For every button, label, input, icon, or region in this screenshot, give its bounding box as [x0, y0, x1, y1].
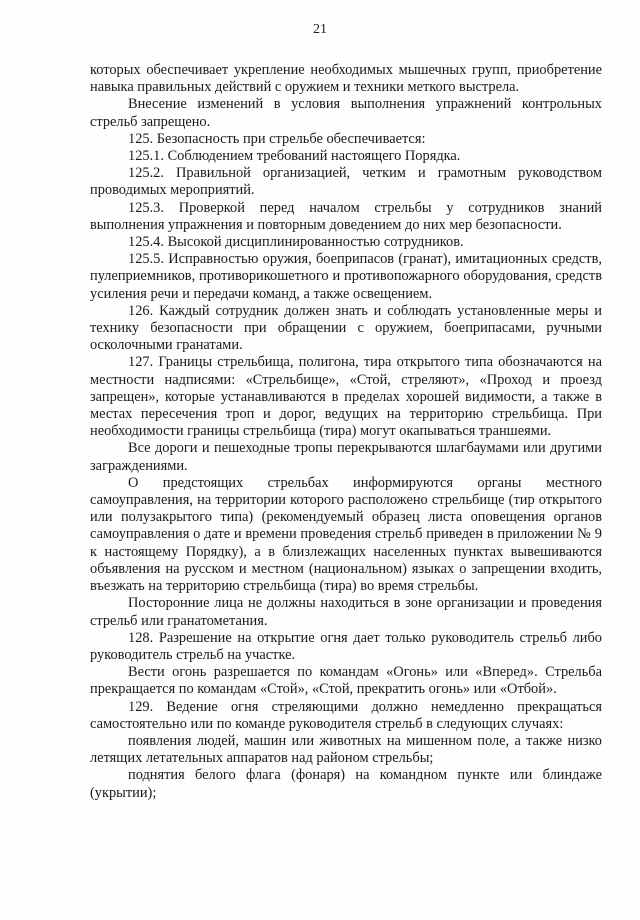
paragraph-129: 129. Ведение огня стреляющими должно немедленно прекращаться самостоятельно или по команде руководителя стрельб в следующих случаях: — [90, 698, 602, 732]
paragraph-fire-commands: Вести огонь разрешается по командам «Огонь» или «Вперед». Стрельба прекращается по командам «Стой», «Стой, прекратить огонь» или «Отбой». — [90, 664, 602, 698]
paragraph-125: 125. Безопасность при стрельбе обеспечивается: — [128, 130, 426, 147]
paragraph-127: 127. Границы стрельбища, полигона, тира открытого типа обозначаются на местности надписями: «Стрельбище», «Стой, стреляют», «Проход и проезд запрещен», которые устанавливаются в пределах хорошей видимости, а также в местах пересечения троп и дорог, ведущих на территорию стрельбища. При необходимости границы стрельбища (тира) могут окапываться траншеями. — [90, 354, 602, 440]
document-body — [90, 62, 602, 802]
paragraph-changes-prohibited: Внесение изменений в условия выполнения упражнений контрольных стрельб запрещено. — [90, 96, 602, 130]
page-number: 21 — [313, 22, 327, 37]
paragraph-local-authorities: О предстоящих стрельбах информируются органы местного самоуправления, на территории которого расположено стрельбище (тир открытого или полузакрытого типа) (рекомендуемый образец листа оповещения органов самоуправления о дате и времени проведения стрельб приведен в приложении № 9 к настоящему Порядку), а в близлежащих населенных пунктах вывешиваются объявления на русском и местном (национальном) языках о запрещении входить, въезжать на территорию стрельбища (тира) во время стрельбы. — [90, 474, 602, 595]
paragraph-128: 128. Разрешение на открытие огня дает только руководитель стрельб либо руководитель стрельб на участке. — [90, 629, 602, 663]
paragraph-outsiders: Посторонние лица не должны находиться в зоне организации и проведения стрельб или гранатометания. — [90, 595, 602, 629]
paragraph-125-3: 125.3. Проверкой перед началом стрельбы у сотрудников знаний выполнения упражнения и повторным доведением до них мер безопасности. — [90, 199, 602, 233]
paragraph-125-2: 125.2. Правильной организацией, четким и грамотным руководством проводимых мероприятий. — [90, 165, 602, 199]
paragraph-continuation: которых обеспечивает укрепление необходимых мышечных групп, приобретение навыка правильных действий с оружием и техники меткого выстрела. — [90, 62, 602, 96]
paragraph-white-flag: поднятия белого флага (фонаря) на командном пункте или блиндаже (укрытии); — [90, 767, 602, 801]
paragraph-126: 126. Каждый сотрудник должен знать и соблюдать установленные меры и технику безопасности при обращении с оружием, боеприпасами, ручными осколочными гранатами. — [90, 302, 602, 354]
paragraph-125-4: 125.4. Высокой дисциплинированностью сотрудников. — [128, 234, 464, 251]
paragraph-people-appearance: появления людей, машин или животных на мишенном поле, а также низко летящих летательных аппаратов над районом стрельбы; — [90, 732, 602, 767]
paragraph-roads-blocked: Все дороги и пешеходные тропы перекрываются шлагбаумами или другими заграждениями. — [90, 440, 602, 474]
paragraph-125-5: 125.5. Исправностью оружия, боеприпасов (гранат), имитационных средств, пулеприемников, противорикошетного и противопожарного оборудования, средств усиления речи и передачи команд, а также освещением. — [90, 251, 602, 302]
paragraph-125-1: 125.1. Соблюдением требований настоящего Порядка. — [128, 148, 461, 165]
